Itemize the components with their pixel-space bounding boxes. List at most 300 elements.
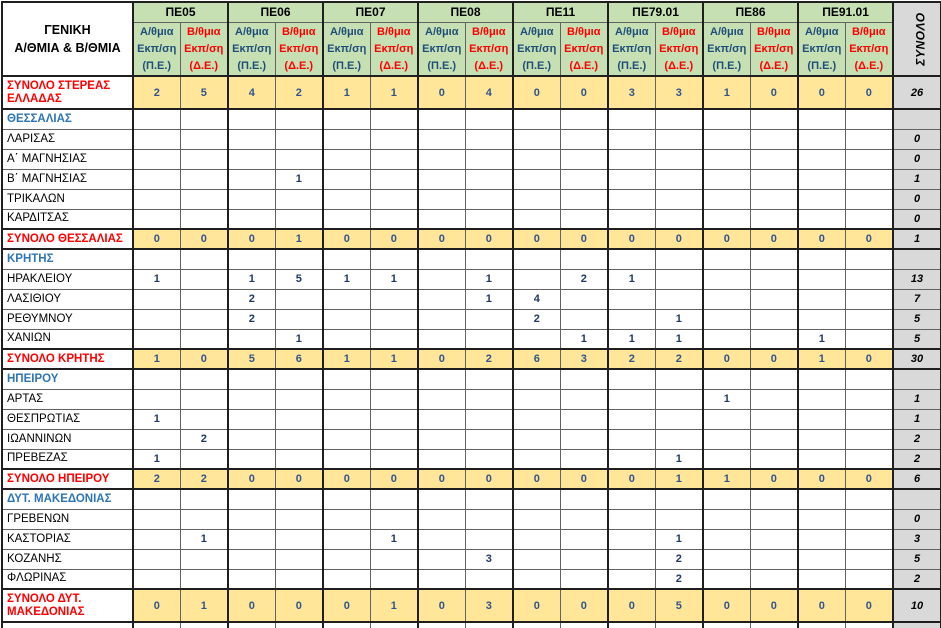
table-cell: 3 bbox=[655, 76, 703, 109]
table-cell bbox=[418, 509, 465, 529]
column-group-header: ΠΕ11 bbox=[513, 2, 608, 22]
table-cell bbox=[228, 189, 275, 209]
table-cell bbox=[750, 149, 798, 169]
table-cell bbox=[275, 449, 323, 469]
subheader-secondary-education: Β/θμια Εκπ/ση (Δ.Ε.) bbox=[560, 22, 608, 76]
table-cell bbox=[465, 569, 513, 589]
table-cell bbox=[180, 622, 228, 628]
table-cell: 1 bbox=[370, 529, 418, 549]
table-cell: 0 bbox=[750, 349, 798, 369]
row-label: ΚΑΣΤΟΡΙΑΣ bbox=[2, 529, 133, 549]
table-cell: 0 bbox=[465, 469, 513, 489]
table-cell bbox=[465, 309, 513, 329]
table-cell: 5 bbox=[655, 589, 703, 622]
subheader-row bbox=[2, 22, 941, 76]
table-cell bbox=[370, 329, 418, 349]
table-cell: 0 bbox=[608, 229, 655, 249]
table-cell bbox=[180, 409, 228, 429]
row-label: ΣΥΝΟΛΟ ΣΤΕΡΕΑΣ ΕΛΛΑΔΑΣ bbox=[2, 76, 133, 109]
table-cell: 0 bbox=[133, 589, 180, 622]
row-label: ΑΡΤΑΣ bbox=[2, 389, 133, 409]
table-cell bbox=[465, 329, 513, 349]
table-row bbox=[2, 189, 941, 209]
table-cell bbox=[133, 209, 180, 229]
table-cell bbox=[370, 189, 418, 209]
row-total-cell: 0 bbox=[893, 209, 941, 229]
table-row bbox=[2, 469, 941, 489]
table-cell bbox=[228, 169, 275, 189]
table-cell: 0 bbox=[560, 469, 608, 489]
table-cell bbox=[608, 449, 655, 469]
table-cell bbox=[655, 509, 703, 529]
table-cell: 1 bbox=[370, 269, 418, 289]
table-cell bbox=[180, 369, 228, 389]
table-cell bbox=[750, 449, 798, 469]
table-cell bbox=[798, 149, 845, 169]
table-cell bbox=[180, 149, 228, 169]
table-cell bbox=[228, 569, 275, 589]
table-cell bbox=[133, 489, 180, 509]
table-cell bbox=[370, 569, 418, 589]
table-cell: 2 bbox=[655, 349, 703, 369]
row-label: ΣΥΝΟΛΟ ΘΕΣΣΑΛΙΑΣ bbox=[2, 229, 133, 249]
table-cell bbox=[703, 309, 750, 329]
table-cell: 0 bbox=[798, 76, 845, 109]
table-cell: 0 bbox=[465, 229, 513, 249]
table-cell bbox=[180, 509, 228, 529]
table-cell bbox=[323, 129, 370, 149]
row-label bbox=[2, 622, 133, 628]
table-cell bbox=[560, 429, 608, 449]
table-cell: 2 bbox=[275, 76, 323, 109]
table-cell bbox=[465, 369, 513, 389]
table-row bbox=[2, 129, 941, 149]
table-cell bbox=[228, 329, 275, 349]
table-cell bbox=[323, 622, 370, 628]
table-cell bbox=[513, 569, 560, 589]
table-cell: 1 bbox=[560, 329, 608, 349]
table-cell bbox=[323, 249, 370, 269]
row-label: ΚΟΖΑΝΗΣ bbox=[2, 549, 133, 569]
table-cell bbox=[798, 509, 845, 529]
table-cell bbox=[750, 329, 798, 349]
table-cell: 2 bbox=[608, 349, 655, 369]
table-cell: 1 bbox=[133, 449, 180, 469]
table-cell bbox=[655, 249, 703, 269]
table-cell bbox=[323, 369, 370, 389]
table-cell bbox=[845, 249, 893, 269]
table-cell bbox=[323, 289, 370, 309]
table-row bbox=[2, 229, 941, 249]
table-cell bbox=[655, 489, 703, 509]
row-total-cell: 7 bbox=[893, 289, 941, 309]
table-cell: 0 bbox=[750, 589, 798, 622]
table-cell bbox=[323, 169, 370, 189]
table-row bbox=[2, 429, 941, 449]
table-cell: 0 bbox=[798, 229, 845, 249]
table-cell bbox=[798, 429, 845, 449]
row-total-cell: 0 bbox=[893, 189, 941, 209]
table-cell bbox=[180, 189, 228, 209]
table-cell bbox=[750, 129, 798, 149]
table-cell bbox=[418, 389, 465, 409]
table-cell bbox=[513, 489, 560, 509]
table-cell bbox=[180, 569, 228, 589]
table-cell bbox=[513, 129, 560, 149]
row-label: ΓΡΕΒΕΝΩΝ bbox=[2, 509, 133, 529]
column-group-header: ΠΕ06 bbox=[228, 2, 323, 22]
table-cell bbox=[133, 129, 180, 149]
table-row bbox=[2, 509, 941, 529]
table-cell bbox=[845, 129, 893, 149]
row-total-cell: 30 bbox=[893, 349, 941, 369]
table-cell bbox=[418, 309, 465, 329]
table-cell bbox=[845, 149, 893, 169]
table-cell: 0 bbox=[845, 589, 893, 622]
row-label: ΚΡΗΤΗΣ bbox=[2, 249, 133, 269]
table-cell bbox=[560, 149, 608, 169]
table-cell: 0 bbox=[275, 589, 323, 622]
table-cell bbox=[513, 389, 560, 409]
table-cell bbox=[560, 549, 608, 569]
table-cell bbox=[560, 109, 608, 129]
table-cell bbox=[228, 249, 275, 269]
table-cell bbox=[703, 429, 750, 449]
table-row bbox=[2, 622, 941, 628]
table-cell bbox=[418, 529, 465, 549]
table-cell: 1 bbox=[608, 329, 655, 349]
table-cell bbox=[798, 529, 845, 549]
table-cell bbox=[703, 549, 750, 569]
row-total-cell: 0 bbox=[893, 129, 941, 149]
table-cell bbox=[845, 569, 893, 589]
row-label: ΤΡΙΚΑΛΩΝ bbox=[2, 189, 133, 209]
table-cell: 1 bbox=[180, 529, 228, 549]
table-cell bbox=[275, 389, 323, 409]
table-cell: 0 bbox=[560, 229, 608, 249]
table-cell bbox=[133, 529, 180, 549]
table-cell: 4 bbox=[228, 76, 275, 109]
corner-header bbox=[2, 2, 133, 76]
table-cell bbox=[133, 622, 180, 628]
row-total-cell: 5 bbox=[893, 309, 941, 329]
table-cell bbox=[228, 549, 275, 569]
table-cell bbox=[560, 569, 608, 589]
table-cell bbox=[750, 289, 798, 309]
table-cell bbox=[513, 409, 560, 429]
table-cell bbox=[608, 249, 655, 269]
table-cell bbox=[560, 529, 608, 549]
table-cell bbox=[560, 489, 608, 509]
table-cell bbox=[228, 622, 275, 628]
table-cell bbox=[655, 409, 703, 429]
table-cell bbox=[703, 269, 750, 289]
table-cell bbox=[798, 269, 845, 289]
table-cell bbox=[418, 329, 465, 349]
row-total-cell bbox=[893, 369, 941, 389]
table-cell bbox=[513, 429, 560, 449]
table-cell: 0 bbox=[418, 469, 465, 489]
table-row bbox=[2, 76, 941, 109]
table-cell bbox=[845, 429, 893, 449]
table-cell bbox=[180, 289, 228, 309]
table-cell bbox=[798, 249, 845, 269]
row-total-cell: 1 bbox=[893, 389, 941, 409]
table-cell: 0 bbox=[228, 469, 275, 489]
table-cell: 0 bbox=[513, 589, 560, 622]
table-cell bbox=[798, 169, 845, 189]
table-cell bbox=[370, 549, 418, 569]
table-cell bbox=[228, 489, 275, 509]
table-cell bbox=[845, 109, 893, 129]
table-cell bbox=[275, 209, 323, 229]
table-cell bbox=[275, 289, 323, 309]
table-row bbox=[2, 409, 941, 429]
table-cell: 0 bbox=[750, 229, 798, 249]
table-cell bbox=[655, 269, 703, 289]
table-cell: 0 bbox=[228, 229, 275, 249]
row-total-cell: 10 bbox=[893, 589, 941, 622]
table-cell bbox=[370, 129, 418, 149]
table-cell bbox=[750, 209, 798, 229]
table-cell bbox=[798, 489, 845, 509]
table-cell bbox=[845, 289, 893, 309]
table-cell bbox=[275, 509, 323, 529]
column-group-header: ΠΕ05 bbox=[133, 2, 228, 22]
subheader-secondary-education: Β/θμια Εκπ/ση (Δ.Ε.) bbox=[750, 22, 798, 76]
table-cell bbox=[465, 149, 513, 169]
row-label: ΚΑΡΔΙΤΣΑΣ bbox=[2, 209, 133, 229]
table-cell: 1 bbox=[703, 389, 750, 409]
table-cell: 3 bbox=[465, 549, 513, 569]
table-cell bbox=[703, 329, 750, 349]
subheader-primary-education: Α/θμια Εκπ/ση (Π.Ε.) bbox=[703, 22, 750, 76]
table-cell: 0 bbox=[418, 229, 465, 249]
table-cell bbox=[703, 209, 750, 229]
table-cell: 0 bbox=[180, 349, 228, 369]
table-cell bbox=[418, 449, 465, 469]
row-label: ΙΩΑΝΝΙΝΩΝ bbox=[2, 429, 133, 449]
table-cell bbox=[560, 622, 608, 628]
table-cell bbox=[560, 189, 608, 209]
table-cell bbox=[370, 389, 418, 409]
table-cell bbox=[275, 109, 323, 129]
table-cell: 2 bbox=[180, 469, 228, 489]
table-cell bbox=[608, 489, 655, 509]
table-cell bbox=[560, 169, 608, 189]
subheader-primary-education: Α/θμια Εκπ/ση (Π.Ε.) bbox=[798, 22, 845, 76]
row-total-cell: 0 bbox=[893, 149, 941, 169]
table-cell bbox=[370, 169, 418, 189]
table-cell: 2 bbox=[133, 76, 180, 109]
table-cell bbox=[133, 249, 180, 269]
table-cell bbox=[750, 269, 798, 289]
table-cell bbox=[228, 529, 275, 549]
subheader-secondary-education: Β/θμια Εκπ/ση (Δ.Ε.) bbox=[845, 22, 893, 76]
table-cell: 5 bbox=[275, 269, 323, 289]
table-cell bbox=[845, 449, 893, 469]
table-cell: 0 bbox=[275, 469, 323, 489]
subheader-secondary-education: Β/θμια Εκπ/ση (Δ.Ε.) bbox=[370, 22, 418, 76]
row-total-cell: 5 bbox=[893, 329, 941, 349]
table-cell: 2 bbox=[513, 309, 560, 329]
row-label: ΛΑΣΙΘΙΟΥ bbox=[2, 289, 133, 309]
table-cell bbox=[513, 529, 560, 549]
table-cell bbox=[465, 109, 513, 129]
table-cell bbox=[608, 309, 655, 329]
table-cell: 0 bbox=[798, 589, 845, 622]
table-cell bbox=[513, 509, 560, 529]
table-cell bbox=[228, 149, 275, 169]
table-cell bbox=[323, 509, 370, 529]
table-cell bbox=[370, 449, 418, 469]
table-cell bbox=[228, 389, 275, 409]
table-cell: 0 bbox=[418, 349, 465, 369]
table-cell bbox=[750, 409, 798, 429]
table-cell bbox=[370, 409, 418, 429]
table-cell bbox=[133, 369, 180, 389]
table-cell bbox=[465, 129, 513, 149]
row-total-cell: 3 bbox=[893, 529, 941, 549]
subheader-secondary-education: Β/θμια Εκπ/ση (Δ.Ε.) bbox=[180, 22, 228, 76]
table-cell bbox=[845, 549, 893, 569]
table-cell: 0 bbox=[180, 229, 228, 249]
row-total-cell: 1 bbox=[893, 409, 941, 429]
table-cell bbox=[750, 529, 798, 549]
row-label: ΗΡΑΚΛΕΙΟΥ bbox=[2, 269, 133, 289]
table-cell bbox=[513, 622, 560, 628]
table-cell bbox=[608, 209, 655, 229]
table-cell bbox=[228, 109, 275, 129]
table-cell bbox=[228, 369, 275, 389]
subheader-primary-education: Α/θμια Εκπ/ση (Π.Ε.) bbox=[323, 22, 370, 76]
table-row bbox=[2, 109, 941, 129]
table-cell bbox=[180, 309, 228, 329]
table-row bbox=[2, 549, 941, 569]
total-column-header bbox=[893, 2, 941, 76]
table-cell: 1 bbox=[133, 349, 180, 369]
row-total-cell bbox=[893, 249, 941, 269]
table-cell: 0 bbox=[703, 589, 750, 622]
table-cell: 0 bbox=[608, 589, 655, 622]
row-total-cell: 26 bbox=[893, 76, 941, 109]
table-cell bbox=[418, 409, 465, 429]
row-total-cell: 6 bbox=[893, 469, 941, 489]
corner-header-line1: ΓΕΝΙΚΗ bbox=[44, 23, 91, 37]
table-row bbox=[2, 329, 941, 349]
table-cell: 1 bbox=[370, 349, 418, 369]
table-cell bbox=[608, 549, 655, 569]
table-cell: 0 bbox=[655, 229, 703, 249]
row-total-cell bbox=[893, 622, 941, 628]
table-cell bbox=[655, 389, 703, 409]
table-cell: 2 bbox=[655, 549, 703, 569]
table-cell bbox=[750, 549, 798, 569]
row-label: ΣΥΝΟΛΟ ΔΥΤ. ΜΑΚΕΔΟΝΙΑΣ bbox=[2, 589, 133, 622]
table-cell bbox=[655, 289, 703, 309]
table-cell bbox=[798, 129, 845, 149]
table-cell bbox=[513, 209, 560, 229]
table-cell bbox=[560, 509, 608, 529]
table-cell bbox=[750, 509, 798, 529]
row-total-cell bbox=[893, 489, 941, 509]
table-cell: 1 bbox=[133, 409, 180, 429]
table-cell bbox=[323, 109, 370, 129]
table-cell bbox=[703, 289, 750, 309]
table-cell bbox=[370, 249, 418, 269]
table-cell bbox=[370, 622, 418, 628]
table-cell bbox=[133, 309, 180, 329]
table-row bbox=[2, 289, 941, 309]
table-cell bbox=[133, 509, 180, 529]
table-cell bbox=[750, 309, 798, 329]
table-cell bbox=[845, 529, 893, 549]
table-cell bbox=[323, 449, 370, 469]
table-cell bbox=[180, 329, 228, 349]
table-cell bbox=[845, 169, 893, 189]
table-cell bbox=[798, 389, 845, 409]
table-cell bbox=[560, 449, 608, 469]
table-row bbox=[2, 369, 941, 389]
table-cell bbox=[845, 269, 893, 289]
table-cell bbox=[228, 429, 275, 449]
table-cell bbox=[845, 329, 893, 349]
table-cell: 1 bbox=[798, 349, 845, 369]
table-cell: 1 bbox=[133, 269, 180, 289]
table-cell bbox=[180, 489, 228, 509]
table-cell bbox=[465, 189, 513, 209]
table-cell bbox=[608, 369, 655, 389]
table-cell: 0 bbox=[370, 469, 418, 489]
table-cell bbox=[465, 249, 513, 269]
table-cell: 1 bbox=[465, 269, 513, 289]
table-cell bbox=[418, 109, 465, 129]
table-cell bbox=[798, 409, 845, 429]
table-row bbox=[2, 389, 941, 409]
table-cell bbox=[655, 149, 703, 169]
row-total-cell: 13 bbox=[893, 269, 941, 289]
table-cell: 3 bbox=[465, 589, 513, 622]
table-cell: 0 bbox=[750, 469, 798, 489]
table-cell bbox=[323, 189, 370, 209]
table-cell bbox=[180, 449, 228, 469]
table-cell bbox=[608, 409, 655, 429]
table-cell bbox=[370, 369, 418, 389]
table-cell bbox=[703, 109, 750, 129]
table-cell bbox=[513, 329, 560, 349]
table-cell bbox=[370, 209, 418, 229]
table-cell bbox=[608, 529, 655, 549]
table-cell bbox=[418, 169, 465, 189]
table-cell bbox=[133, 329, 180, 349]
table-cell bbox=[180, 169, 228, 189]
table-cell bbox=[418, 429, 465, 449]
table-cell bbox=[228, 409, 275, 429]
table-cell: 1 bbox=[275, 229, 323, 249]
table-cell: 2 bbox=[228, 289, 275, 309]
table-cell bbox=[750, 389, 798, 409]
table-cell: 1 bbox=[655, 449, 703, 469]
table-cell bbox=[513, 249, 560, 269]
table-cell bbox=[703, 489, 750, 509]
table-cell bbox=[513, 169, 560, 189]
table-row bbox=[2, 349, 941, 369]
table-cell: 2 bbox=[228, 309, 275, 329]
table-cell bbox=[370, 149, 418, 169]
table-cell bbox=[798, 449, 845, 469]
subheader-primary-education: Α/θμια Εκπ/ση (Π.Ε.) bbox=[228, 22, 275, 76]
subheader-secondary-education: Β/θμια Εκπ/ση (Δ.Ε.) bbox=[655, 22, 703, 76]
